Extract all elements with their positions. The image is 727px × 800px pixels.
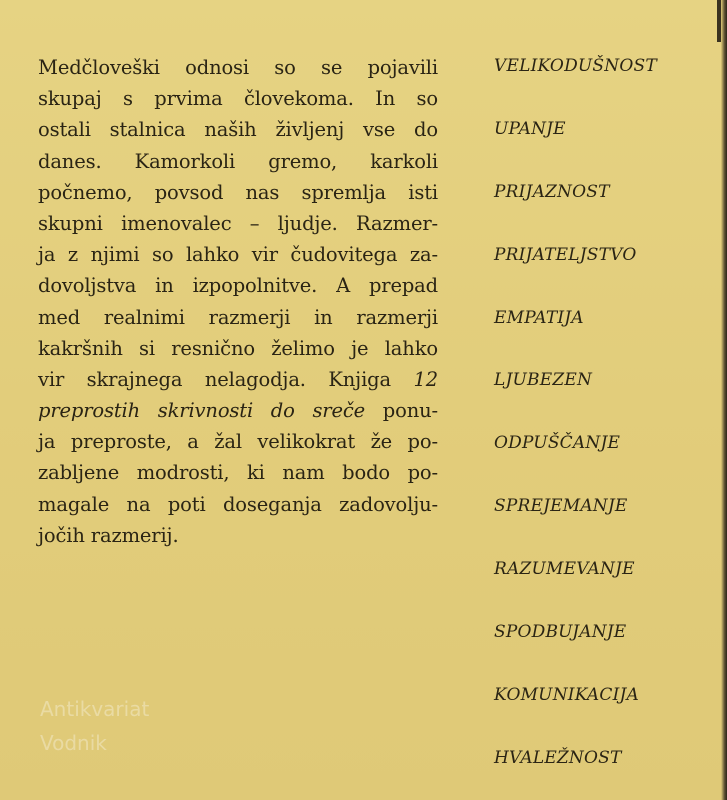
word: razmerji <box>356 305 438 329</box>
word: so <box>274 56 296 79</box>
word: danes. <box>38 149 102 173</box>
keyword-item: PRIJATELJSTVO <box>494 244 637 265</box>
keyword-item: KOMUNIKACIJA <box>494 684 640 705</box>
word: – <box>249 211 260 235</box>
word: izpopolnitve. <box>192 274 318 298</box>
word: po- <box>407 430 438 454</box>
keyword-item: RAZUMEVANJE <box>494 559 635 580</box>
word: počnemo, <box>38 180 133 204</box>
text-line <box>38 208 438 239</box>
word: si <box>139 336 155 360</box>
word: ostali <box>38 118 91 142</box>
keyword-item: SPREJEMANJE <box>494 496 628 517</box>
word: modrosti, <box>136 461 230 485</box>
word: Medčloveški <box>38 56 160 79</box>
text-line <box>38 302 438 333</box>
word: so <box>416 87 438 111</box>
word: isti <box>408 180 438 204</box>
keyword-item: UPANJE <box>494 118 566 139</box>
word: je <box>351 336 369 360</box>
word: A <box>336 274 351 298</box>
word: ponu- <box>382 399 438 423</box>
word: preproste, <box>70 430 172 454</box>
word: in <box>155 274 174 298</box>
word: magale <box>38 492 110 516</box>
word: z <box>67 243 79 267</box>
word: nelagodja. <box>204 367 306 391</box>
word: želimo <box>271 336 335 360</box>
text-line <box>38 239 438 270</box>
word: lahko <box>185 243 240 267</box>
word: resnično <box>171 336 255 360</box>
word: ljudje. <box>277 211 338 235</box>
word: 12 <box>413 367 438 391</box>
word: nas <box>245 180 280 204</box>
word: spremlja <box>301 180 387 204</box>
keyword-item: EMPATIJA <box>494 307 584 328</box>
word: ja <box>38 243 56 267</box>
word: nam <box>282 461 325 485</box>
word: realnimi <box>103 305 185 329</box>
word: vir <box>38 367 65 391</box>
word: skupaj <box>38 87 102 111</box>
word: vir <box>251 243 278 267</box>
text-line <box>38 177 438 208</box>
word: za- <box>409 243 438 267</box>
keyword-item: ODPUŠČANJE <box>494 433 621 454</box>
text-line <box>38 270 438 301</box>
word: s <box>123 87 133 111</box>
word: zadovolju- <box>339 492 438 516</box>
word: Kamorkoli <box>134 149 236 173</box>
word: Razmer- <box>356 211 438 235</box>
word: vse <box>363 118 396 142</box>
word: stalnica <box>109 118 186 142</box>
keyword-item: SPODBUJANJE <box>494 622 627 643</box>
word: naših <box>204 118 257 142</box>
word: do <box>270 399 295 423</box>
word: ja <box>38 430 56 454</box>
word: sreče <box>312 399 366 423</box>
text-line <box>38 426 438 457</box>
word: Knjiga <box>328 367 391 391</box>
word: velikokrat <box>257 430 356 454</box>
text-line <box>38 114 438 145</box>
word: med <box>38 305 81 329</box>
word: žal <box>214 430 242 454</box>
word: na <box>126 492 151 516</box>
word: ki <box>246 461 265 485</box>
keyword-item: HVALEŽNOST <box>494 747 622 768</box>
word: a <box>187 430 199 454</box>
word: pojavili <box>367 56 438 79</box>
keyword-item: PRIJAZNOST <box>494 181 610 202</box>
word: se <box>321 56 343 79</box>
text-line <box>38 83 438 114</box>
text-line <box>38 146 438 177</box>
word: bodo <box>342 461 390 485</box>
keyword-list <box>494 50 657 800</box>
word: jočih razmerij. <box>38 523 179 547</box>
word: prvima <box>154 87 223 111</box>
word: dovoljstva <box>38 274 137 298</box>
page-edge-shadow <box>721 0 727 800</box>
body-paragraph <box>38 52 438 551</box>
word: gremo, <box>268 149 338 173</box>
text-line <box>38 52 438 83</box>
word: življenj <box>275 118 345 142</box>
word: njimi <box>90 243 140 267</box>
word: in <box>314 305 333 329</box>
text-line <box>38 364 438 395</box>
word: povsod <box>154 180 224 204</box>
word: lahko <box>384 336 438 360</box>
word: kakršnih <box>38 336 123 360</box>
word: prepad <box>368 274 438 298</box>
word: do <box>414 118 438 142</box>
text-line <box>38 489 438 520</box>
watermark-line-1: Antikvariat <box>40 697 150 721</box>
word: zabljene <box>38 461 120 485</box>
word: razmerji <box>208 305 291 329</box>
word: človekoma. <box>243 87 354 111</box>
word: poti <box>167 492 206 516</box>
word: odnosi <box>185 56 250 79</box>
word: so <box>151 243 174 267</box>
keyword-item: LJUBEZEN <box>494 370 593 391</box>
word: skupni <box>38 211 103 235</box>
watermark-line-2: Vodnik <box>40 731 107 755</box>
text-line <box>38 457 438 488</box>
word: skrivnosti <box>157 399 254 423</box>
text-line <box>38 520 438 551</box>
word: po- <box>407 461 438 485</box>
word: In <box>375 87 396 111</box>
keyword-item: VELIKODUŠNOST <box>494 56 657 76</box>
watermark <box>40 692 149 760</box>
word: imenovalec <box>121 211 232 235</box>
text-line <box>38 333 438 364</box>
text-line <box>38 395 438 426</box>
word: karkoli <box>370 149 438 173</box>
word: doseganja <box>222 492 322 516</box>
word: že <box>370 430 393 454</box>
word: skrajnega <box>86 367 183 391</box>
word: čudovitega <box>290 243 398 267</box>
word: preprostih <box>38 399 141 423</box>
